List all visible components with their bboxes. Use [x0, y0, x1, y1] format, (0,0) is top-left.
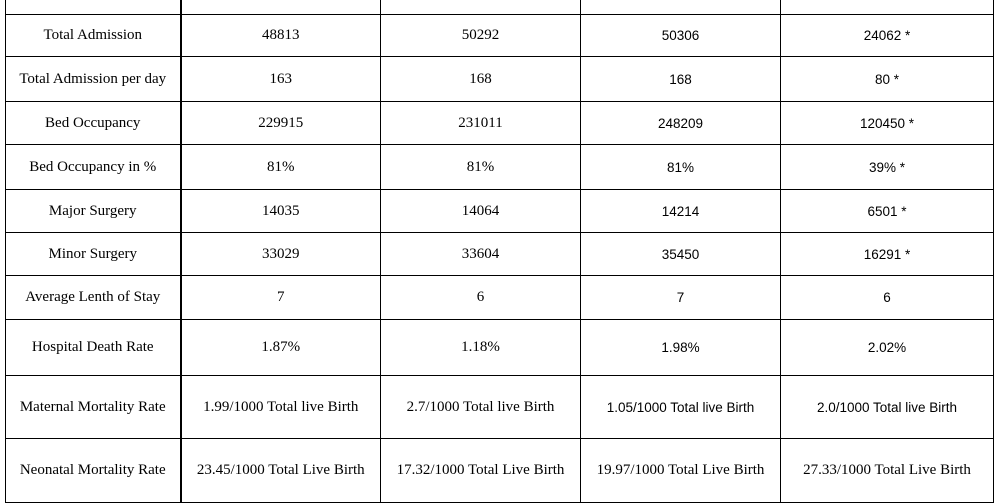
table-cell: 2.02%: [781, 320, 994, 376]
table-cell: 120450 *: [781, 102, 994, 145]
row-label: Neonatal Mortality Rate: [6, 439, 181, 503]
row-label: Average Lenth of Stay: [6, 276, 181, 320]
table-row-maternal-mortality-rate: [6, 376, 994, 439]
table-cell: 50306: [581, 15, 781, 57]
hospital-statistics-table: [5, 0, 994, 503]
table-cell: 248209: [581, 102, 781, 145]
table-cell: 81%: [181, 145, 381, 190]
row-label: Maternal Mortality Rate: [6, 376, 181, 439]
table-cell: 168: [381, 57, 581, 102]
table-row-partial-header: [6, 0, 994, 15]
table-cell: 168: [581, 57, 781, 102]
table-cell: 1.98%: [581, 320, 781, 376]
table-row-total-admission-per-day: [6, 57, 994, 102]
row-label: Hospital Death Rate: [6, 320, 181, 376]
table-cell: 48813: [181, 15, 381, 57]
table-cell: 7: [581, 276, 781, 320]
table-row-major-surgery: [6, 190, 994, 233]
table-cell: 17.32/1000 Total Live Birth: [381, 439, 581, 503]
table-cell: 2.0/1000 Total live Birth: [781, 376, 994, 439]
row-label: Minor Surgery: [6, 233, 181, 276]
row-label: Major Surgery: [6, 190, 181, 233]
table-cell: 6: [381, 276, 581, 320]
table-cell: 1.99/1000 Total live Birth: [181, 376, 381, 439]
table-row-minor-surgery: [6, 233, 994, 276]
table-cell: 1.18%: [381, 320, 581, 376]
table-row-total-admission: [6, 15, 994, 57]
table-cell: 33029: [181, 233, 381, 276]
table-row-bed-occupancy-percent: [6, 145, 994, 190]
table-cell: 229915: [181, 102, 381, 145]
table-cell: 231011: [381, 102, 581, 145]
table-cell: 81%: [581, 145, 781, 190]
table-cell: 14035: [181, 190, 381, 233]
table-cell: 163: [181, 57, 381, 102]
table-cell: 19.97/1000 Total Live Birth: [581, 439, 781, 503]
table-cell: [181, 0, 381, 15]
table-cell: 50292: [381, 15, 581, 57]
table-cell: 81%: [381, 145, 581, 190]
table-row-neonatal-mortality-rate: [6, 439, 994, 503]
table-cell: 6501 *: [781, 190, 994, 233]
table-cell: 80 *: [781, 57, 994, 102]
table-cell: 39% *: [781, 145, 994, 190]
table-cell: 33604: [381, 233, 581, 276]
table-cell: 6: [781, 276, 994, 320]
table-cell: [781, 0, 994, 15]
table-row-bed-occupancy: [6, 102, 994, 145]
row-label: Bed Occupancy in %: [6, 145, 181, 190]
table-cell: 23.45/1000 Total Live Birth: [181, 439, 381, 503]
table-cell: 1.05/1000 Total live Birth: [581, 376, 781, 439]
row-label: Total Admission per day: [6, 57, 181, 102]
table-cell: 14064: [381, 190, 581, 233]
table-row-average-length-of-stay: [6, 276, 994, 320]
row-label: Bed Occupancy: [6, 102, 181, 145]
table-cell: [581, 0, 781, 15]
row-label: Total Admission: [6, 15, 181, 57]
table-cell: 1.87%: [181, 320, 381, 376]
table-cell: 7: [181, 276, 381, 320]
row-label: [6, 0, 181, 15]
table-cell: 35450: [581, 233, 781, 276]
table-row-hospital-death-rate: [6, 320, 994, 376]
table-cell: 27.33/1000 Total Live Birth: [781, 439, 994, 503]
table-cell: [381, 0, 581, 15]
table-cell: 2.7/1000 Total live Birth: [381, 376, 581, 439]
table-cell: 14214: [581, 190, 781, 233]
table-cell: 16291 *: [781, 233, 994, 276]
table-cell: 24062 *: [781, 15, 994, 57]
